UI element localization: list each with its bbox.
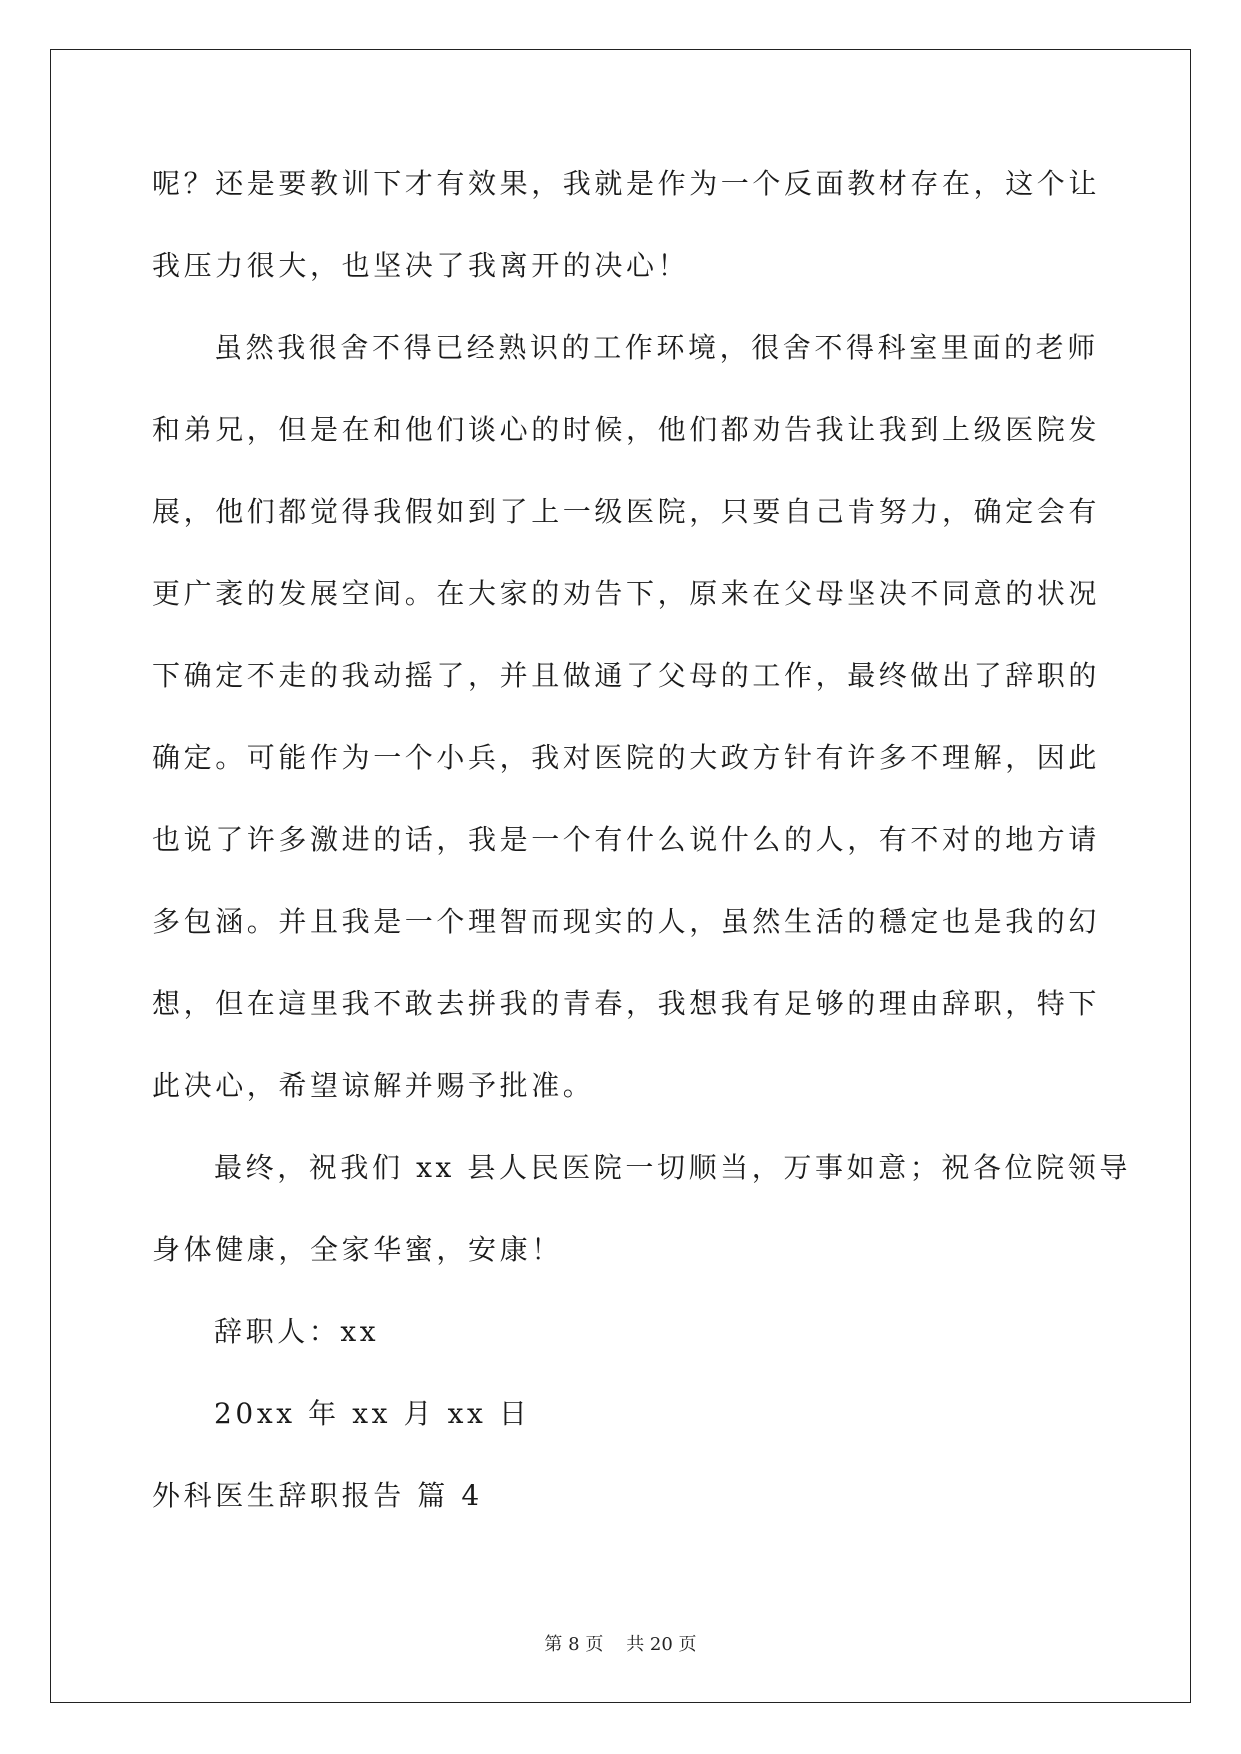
section-heading: 外科医生辞职报告 篇 4 [152, 1479, 483, 1512]
text-line: 多包涵。并且我是一个理智而现实的人，虽然生活的穩定也是我的幻 [152, 905, 1101, 938]
text-line: 展，他们都觉得我假如到了上一级医院，只要自己肯努力，确定会有 [152, 495, 1101, 528]
document-body [152, 157, 1131, 1551]
text-line: 更广袤的发展空间。在大家的劝告下，原来在父母坚决不同意的状况 [152, 577, 1101, 610]
signature-line: 辞职人：xx [214, 1315, 380, 1348]
page-number: 第 8 页 共 20 页 [544, 1634, 697, 1655]
text-line: 呢？还是要教训下才有效果，我就是作为一个反面教材存在，这个让 [152, 167, 1101, 200]
text-line: 和弟兄，但是在和他们谈心的时候，他们都劝告我让我到上级医院发 [152, 413, 1101, 446]
paragraph-start-line: 最终，祝我们 xx 县人民医院一切顺当，万事如意；祝各位院领导 [214, 1151, 1131, 1184]
text-line: 想，但在這里我不敢去拼我的青春，我想我有足够的理由辞职，特下 [152, 987, 1101, 1020]
text-line: 确定。可能作为一个小兵，我对医院的大政方针有许多不理解，因此 [152, 741, 1101, 774]
text-line: 我压力很大，也坚决了我离开的决心！ [152, 249, 690, 282]
page-footer [0, 1630, 1241, 1656]
paragraph-start-line: 虽然我很舍不得已经熟识的工作环境，很舍不得科室里面的老师 [214, 331, 1099, 364]
text-line: 身体健康，全家华蜜，安康！ [152, 1233, 563, 1266]
text-line: 下确定不走的我动摇了，并且做通了父母的工作，最终做出了辞职的 [152, 659, 1101, 692]
text-line: 此决心，希望谅解并赐予批准。 [152, 1069, 595, 1102]
date-line: 20xx 年 xx 月 xx 日 [214, 1397, 531, 1430]
text-line: 也说了许多激进的话，我是一个有什么说什么的人，有不对的地方请 [152, 823, 1101, 856]
